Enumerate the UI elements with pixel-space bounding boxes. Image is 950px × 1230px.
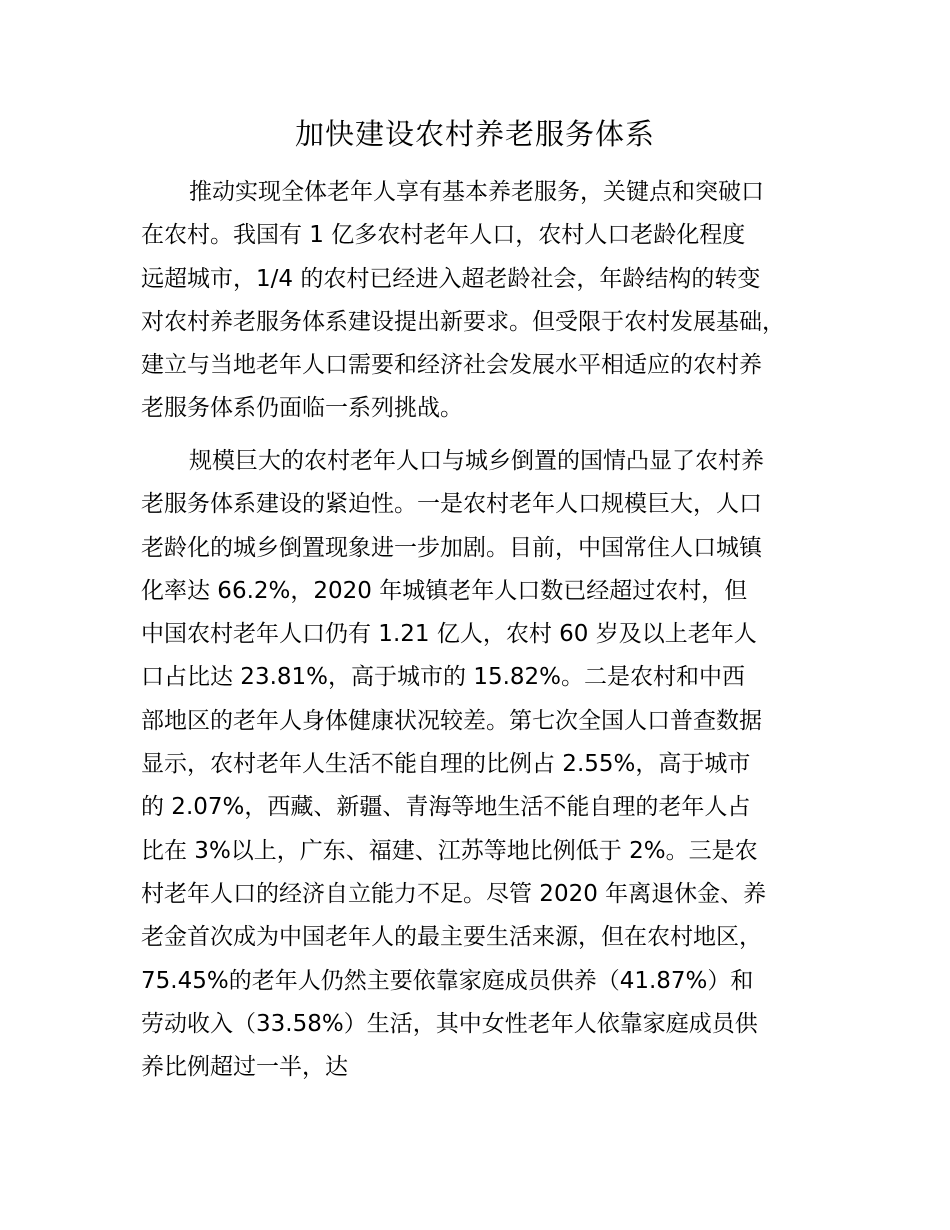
paragraph-line: 老服务体系仍面临一系列挑战。: [141, 395, 463, 422]
paragraph-2: [141, 440, 766, 1089]
paragraph-line: 75.45%的老年人仍然主要依靠家庭成员供养（41.87%）和: [141, 967, 754, 994]
paragraph-line: 中国农村老年人口仍有 1.21 亿人，农村 60 岁及以上老年人: [141, 621, 757, 648]
paragraph-line: 劳动收入（33.58%）生活，其中女性老年人依靠家庭成员供: [141, 1010, 758, 1037]
paragraph-line: 建立与当地老年人口需要和经济社会发展水平相适应的农村养: [141, 352, 762, 379]
paragraph-line: 规模巨大的农村老年人口与城乡倒置的国情凸显了农村养: [189, 448, 764, 474]
paragraph-line: 显示，农村老年人生活不能自理的比例占 2.55%，高于城市: [141, 751, 751, 778]
paragraph-line: 部地区的老年人身体健康状况较差。第七次全国人口普查数据: [141, 707, 762, 734]
paragraph-line: 比在 3%以上，广东、福建、江苏等地比例低于 2%。三是农: [141, 837, 758, 864]
paragraph-line: 在农村。我国有 1 亿多农村老年人口，农村人口老龄化程度: [141, 222, 746, 249]
paragraph-line: 化率达 66.2%，2020 年城镇老年人口数已经超过农村，但: [141, 577, 748, 604]
paragraph-line: 口占比达 23.81%，高于城市的 15.82%。二是农村和中西: [141, 664, 746, 691]
paragraph-line: 推动实现全体老年人享有基本养老服务，关键点和突破口: [189, 179, 764, 205]
paragraph-line: 远超城市，1/4 的农村已经进入超老龄社会，年龄结构的转变: [141, 265, 761, 292]
paragraph-line: 老龄化的城乡倒置现象进一步加剧。目前，中国常住人口城镇: [141, 534, 762, 561]
paragraph-line: 对农村养老服务体系建设提出新要求。但受限于农村发展基础，: [141, 308, 785, 335]
paragraph-line: 的 2.07%，西藏、新疆、青海等地生活不能自理的老年人占: [141, 794, 751, 821]
paragraph-1: [141, 171, 785, 431]
paragraph-line: 养比例超过一半，达: [141, 1054, 348, 1081]
paragraph-line: 老金首次成为中国老年人的最主要生活来源，但在农村地区，: [141, 924, 762, 951]
document-title: 加快建设农村养老服务体系: [294, 117, 655, 151]
paragraph-line: 老服务体系建设的紧迫性。一是农村老年人口规模巨大，人口: [141, 491, 762, 518]
paragraph-line: 村老年人口的经济自立能力不足。尽管 2020 年离退休金、养: [141, 880, 767, 907]
